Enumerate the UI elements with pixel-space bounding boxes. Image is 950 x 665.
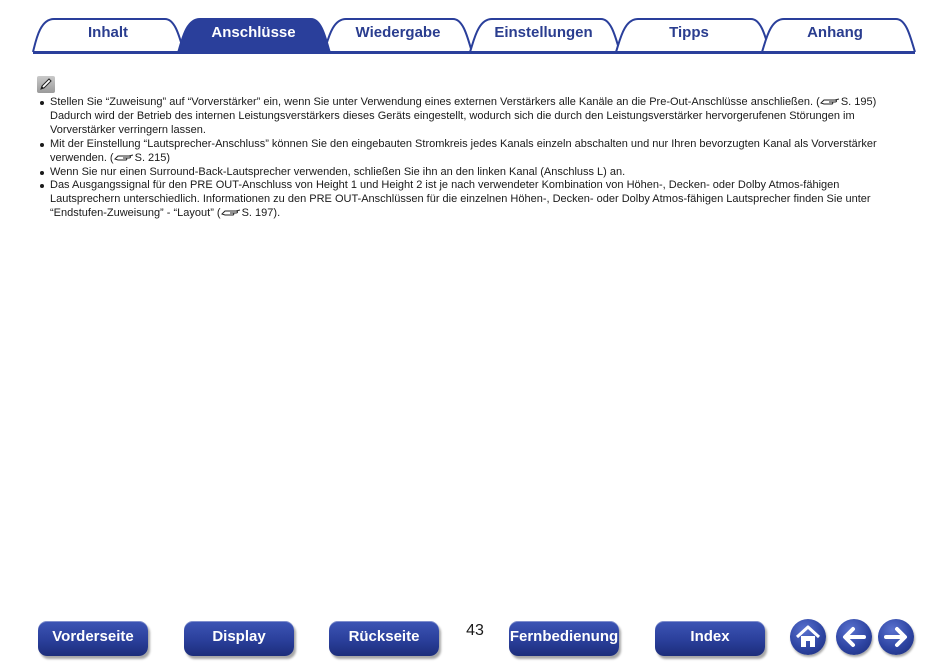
page-reference[interactable]: S. 195: [840, 96, 873, 108]
pointing-hand-icon: [820, 97, 840, 106]
tab-anhang[interactable]: Anhang: [807, 24, 863, 41]
back-button[interactable]: [836, 619, 872, 655]
rear-panel-button[interactable]: Rückseite: [329, 621, 439, 656]
note-item: [39, 166, 909, 180]
note-text: Wenn Sie nur einen Surround-Back-Lautsprecher verwenden, schließen Sie ihn an den linken Kanal (Anschluss L) an.: [50, 165, 626, 178]
note-item: Stellen Sie “Zuweisung” auf “Vorverstärker” ein, wenn Sie unter Verwendung eines externen Verstärkers alle Kanäle an die Pre-Out-Anschlüsse anschließen. ( S. 195) Dadurch wird der Betrieb des internen Leistungsverstärkers dieses Geräts eingestellt, wodurch sich die durch den Leistungsverstärker hervorgerufenen Störungen im Vorverstärker verringern lassen.: [39, 96, 909, 138]
note-item: Mit der Einstellung “Lautsprecher-Anschluss” können Sie den eingebauten Stromkreis jedes Kanals einzeln abschalten und nur Ihren bevorzugten Kanal als Vorverstärker verwenden. ( S. 215): [39, 138, 909, 166]
home-icon: [790, 619, 826, 655]
display-button[interactable]: Display: [184, 621, 294, 656]
tab-anschluesse[interactable]: Anschlüsse: [211, 24, 296, 41]
tab-tipps[interactable]: Tipps: [669, 24, 709, 41]
back-arrow-icon: [836, 619, 872, 655]
tab-wiedergabe[interactable]: Wiedergabe: [355, 24, 441, 41]
page-reference[interactable]: S. 215: [134, 151, 167, 164]
front-panel-button[interactable]: Vorderseite: [38, 621, 148, 656]
remote-control-button[interactable]: Fernbedienung: [509, 621, 619, 656]
home-button[interactable]: [790, 619, 826, 655]
tab-einstellungen[interactable]: Einstellungen: [494, 24, 593, 41]
pencil-note-icon: [37, 76, 55, 93]
forward-arrow-icon: [878, 619, 914, 655]
page-reference[interactable]: S. 197: [241, 207, 274, 220]
note-item: Das Ausgangssignal für den PRE OUT-Anschluss von Height 1 und Height 2 ist je nach verwendeter Kombination von Höhen-, Decken- oder Dolby Atmos-fähigen Lautsprechern unterschiedlich. Informationen zu den PRE OUT-Anschlüssen für die einzelnen Höhen-, Decken- oder Dolby Atmos-fähigen Lautsprecher finden Sie unter “Endstufen-Zuweisung” - “Layout” ( S. 197).: [39, 179, 909, 221]
tab-bar: [0, 0, 950, 60]
forward-button[interactable]: [878, 619, 914, 655]
index-button[interactable]: Index: [655, 621, 765, 656]
pointing-hand-icon: [114, 153, 134, 162]
note-text-continued: Dadurch wird der Betrieb des internen Leistungsverstärkers dieses Geräts eingestellt, wodurch sich die durch den Leistungsverstärker hervorgerufenen Störungen im Vorverstärker verringern lassen.: [50, 109, 855, 136]
page-number: 43: [466, 622, 484, 639]
note-text: Das Ausgangssignal für den PRE OUT-Anschluss von Height 1 und Height 2 ist je nach verwendeter Kombination von Höhen-, Decken- oder Dolby Atmos-fähigen Lautsprechern unterschiedlich. Informationen zu den PRE OUT-Anschlüssen für die einzelnen Höhen-, Decken- oder Dolby Atmos-fähigen Lautsprecher finden Sie unter “Endstufen-Zuweisung” - “Layout”: [50, 179, 871, 220]
note-text: Stellen Sie “Zuweisung” auf “Vorverstärker” ein, wenn Sie unter Verwendung eines externen Verstärkers alle Kanäle an die Pre-Out-Anschlüsse anschließen.: [50, 96, 814, 108]
note-text: Mit der Einstellung “Lautsprecher-Anschluss” können Sie den eingebauten Stromkreis jedes Kanals einzeln abschalten und nur Ihren bevorzugten Kanal als Vorverstärker verwenden.: [50, 137, 877, 164]
pointing-hand-icon: [221, 208, 241, 217]
notes-list: [39, 96, 909, 221]
tab-inhalt[interactable]: Inhalt: [88, 24, 128, 41]
